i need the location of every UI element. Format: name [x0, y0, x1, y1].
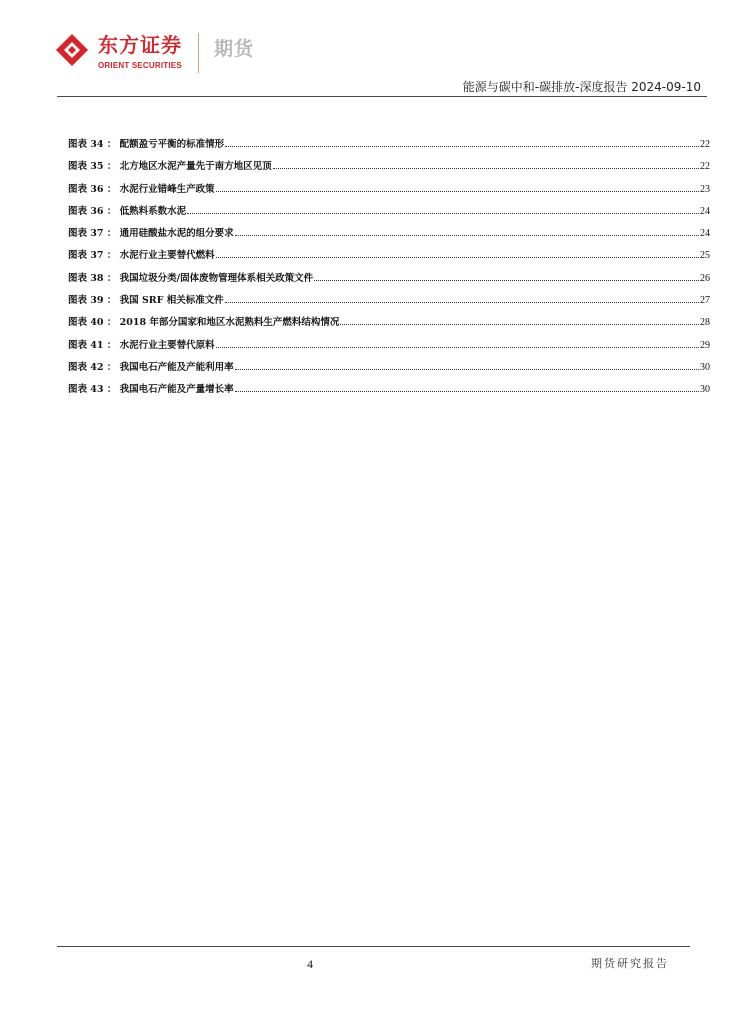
toc-entry-label: 图表 35 ： 北方地区水泥产量先于南方地区见顶	[68, 161, 272, 173]
toc-entry-page: 23	[700, 183, 710, 195]
toc-entry-label: 图表 34 ： 配额盈亏平衡的标准情形	[68, 139, 225, 150]
orient-securities-logo-icon	[55, 33, 89, 69]
toc-entry[interactable]	[68, 183, 710, 205]
toc-dot-leader	[235, 369, 699, 370]
toc-entry-label: 图表 38 ： 我国垃圾分类/固体废物管理体系相关政策文件	[68, 272, 314, 284]
toc-entry-label: 图表 37 ： 通用硅酸盐水泥的组分要求	[68, 228, 234, 240]
toc-entry-page: 24	[700, 205, 710, 217]
toc-entry-page: 28	[700, 317, 710, 329]
toc-entry[interactable]	[68, 138, 710, 160]
toc-dot-leader	[216, 257, 699, 258]
toc-dot-leader	[340, 324, 699, 325]
toc-entry[interactable]	[68, 383, 710, 405]
page-number: 4	[307, 957, 313, 971]
toc-dot-leader	[216, 347, 699, 348]
toc-dot-leader	[235, 391, 699, 392]
logo-divider	[198, 33, 199, 73]
toc-entry-page: 27	[700, 295, 710, 307]
product-label: 期货	[214, 38, 255, 60]
toc-entry-page: 24	[700, 228, 710, 240]
toc-entry-label: 图表 39 ： 我国 SRF 相关标准文件	[68, 295, 224, 307]
toc-entry-page: 30	[700, 361, 710, 373]
toc-entry[interactable]	[68, 294, 710, 316]
footer-label: 期货研究报告	[591, 957, 669, 970]
footer-divider	[57, 946, 690, 947]
toc-entry[interactable]	[68, 227, 710, 249]
toc-entry-label: 图表 41 ： 水泥行业主要替代原料	[68, 339, 215, 351]
toc-entry-page: 25	[700, 250, 710, 262]
figure-list	[68, 138, 710, 406]
toc-entry[interactable]	[68, 205, 710, 227]
toc-entry-label: 图表 37 ： 水泥行业主要替代燃料	[68, 250, 215, 262]
toc-entry-page: 26	[700, 272, 710, 284]
toc-entry-label: 图表 42 ： 我国电石产能及产能利用率	[68, 361, 234, 373]
toc-dot-leader	[235, 235, 699, 236]
toc-entry-page: 30	[700, 384, 710, 396]
header-divider	[57, 96, 707, 97]
toc-entry[interactable]	[68, 316, 710, 338]
toc-dot-leader	[314, 280, 699, 281]
page-header	[0, 0, 755, 100]
brand-name-en: ORIENT SECURITIES	[98, 61, 182, 70]
toc-entry-label: 图表 43 ： 我国电石产能及产量增长率	[68, 384, 234, 396]
toc-entry-label: 图表 36 ： 低熟料系数水泥	[68, 205, 187, 217]
toc-entry[interactable]	[68, 361, 710, 383]
toc-entry-page: 22	[700, 161, 710, 173]
toc-entry-label: 图表 40 ： 2018 年部分国家和地区水泥熟料生产燃料结构情况	[68, 317, 340, 329]
toc-entry[interactable]	[68, 249, 710, 271]
toc-dot-leader	[216, 191, 699, 192]
toc-dot-leader	[273, 168, 699, 169]
toc-entry[interactable]	[68, 160, 710, 182]
toc-dot-leader	[187, 213, 699, 214]
toc-dot-leader	[225, 146, 699, 147]
brand-name-cn: 东方证券	[98, 33, 182, 57]
toc-entry[interactable]	[68, 272, 710, 294]
toc-entry-label: 图表 36 ： 水泥行业错峰生产政策	[68, 183, 215, 195]
toc-entry-page: 22	[700, 139, 710, 150]
toc-entry[interactable]	[68, 339, 710, 361]
toc-dot-leader	[225, 302, 699, 303]
report-title: 能源与碳中和-碳排放-深度报告 2024-09-10	[462, 80, 701, 94]
toc-entry-page: 29	[700, 339, 710, 351]
